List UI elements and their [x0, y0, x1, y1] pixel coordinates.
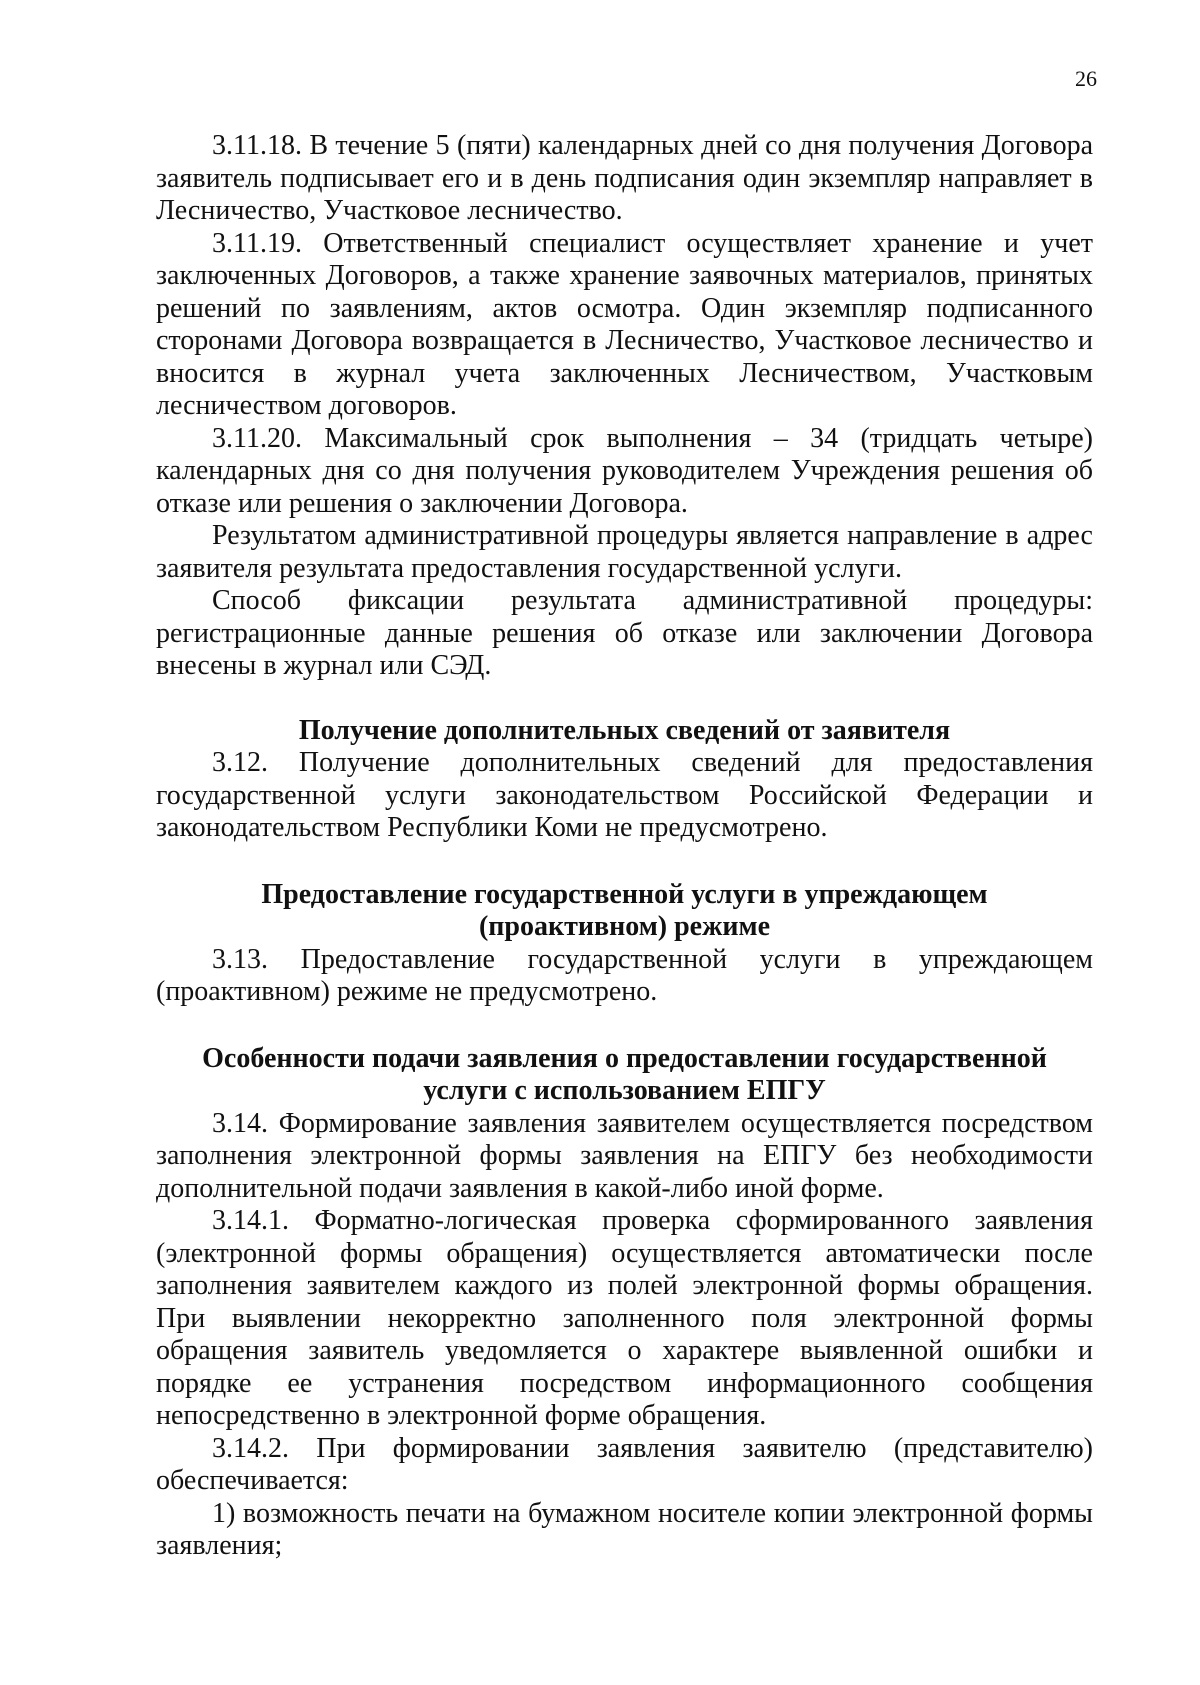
- heading-epgu-line2: услуги с использованием ЕПГУ: [423, 1075, 826, 1106]
- heading-epgu-line1: Особенности подачи заявления о предоставлении государственной: [202, 1042, 1047, 1074]
- paragraph-3-11-19: 3.11.19. Ответственный специалист осуществляет хранение и учет заключенных Договоров, а также хранение заявочных материалов, принятых решений по заявлениям, актов осмотра. Один экземпляр подписанного сторонами Договора возвращается в Лесничество, Участковое лесничество и вносится в журнал учета заключенных Лесничеством, Участковым лесничеством договоров.: [156, 227, 1093, 421]
- heading-additional-info: Получение дополнительных сведений от заявителя: [298, 714, 951, 746]
- document-body: [156, 130, 1093, 1563]
- paragraph-fixation: Способ фиксации результата административной процедуры: регистрационные данные решения об отказе или заключении Договора внесены в журнал или СЭД.: [156, 585, 1093, 681]
- paragraph-3-14-1: 3.14.1. Форматно-логическая проверка сформированного заявления (электронной формы обращения) осуществляется автоматически после заполнения заявителем каждого из полей электронной формы обращения. При выявлении некорректно заполненного поля электронной формы обращения заявитель уведомляется о характере выявленной ошибки и порядке ее устранения посредством информационного сообщения непосредственно в электронной форме обращения.: [156, 1205, 1093, 1431]
- heading-proactive-line2: (проактивном) режиме: [478, 911, 771, 942]
- paragraph-3-14-2: 3.14.2. При формировании заявления заявителю (представителю) обеспечивается:: [156, 1432, 1093, 1496]
- paragraph-3-14: 3.14. Формирование заявления заявителем осуществляется посредством заполнения электронной формы заявления на ЕПГУ без необходимости дополнительной подачи заявления в какой-либо иной форме.: [156, 1107, 1093, 1204]
- paragraph-3-11-18: 3.11.18. В течение 5 (пяти) календарных дней со дня получения Договора заявитель подписывает его и в день подписания один экземпляр направляет в Лесничество, Участковое лесничество.: [156, 130, 1093, 226]
- list-item-1: 1) возможность печати на бумажном носителе копии электронной формы заявления;: [156, 1497, 1093, 1561]
- paragraph-3-13: 3.13. Предоставление государственной услуги в упреждающем (проактивном) режиме не предусмотрено.: [156, 943, 1093, 1007]
- heading-proactive-line1: Предоставление государственной услуги в упреждающем: [261, 878, 988, 910]
- paragraph-3-11-20: 3.11.20. Максимальный срок выполнения – 34 (тридцать четыре) календарных дня со дня получения руководителем Учреждения решения об отказе или решения о заключении Договора.: [156, 422, 1093, 519]
- paragraph-result: Результатом административной процедуры является направление в адрес заявителя результата предоставления государственной услуги.: [156, 520, 1093, 584]
- paragraph-3-12: 3.12. Получение дополнительных сведений для предоставления государственной услуги законодательством Российской Федерации и законодательством Республики Коми не предусмотрено.: [156, 747, 1093, 843]
- page-number: 26: [1075, 66, 1097, 91]
